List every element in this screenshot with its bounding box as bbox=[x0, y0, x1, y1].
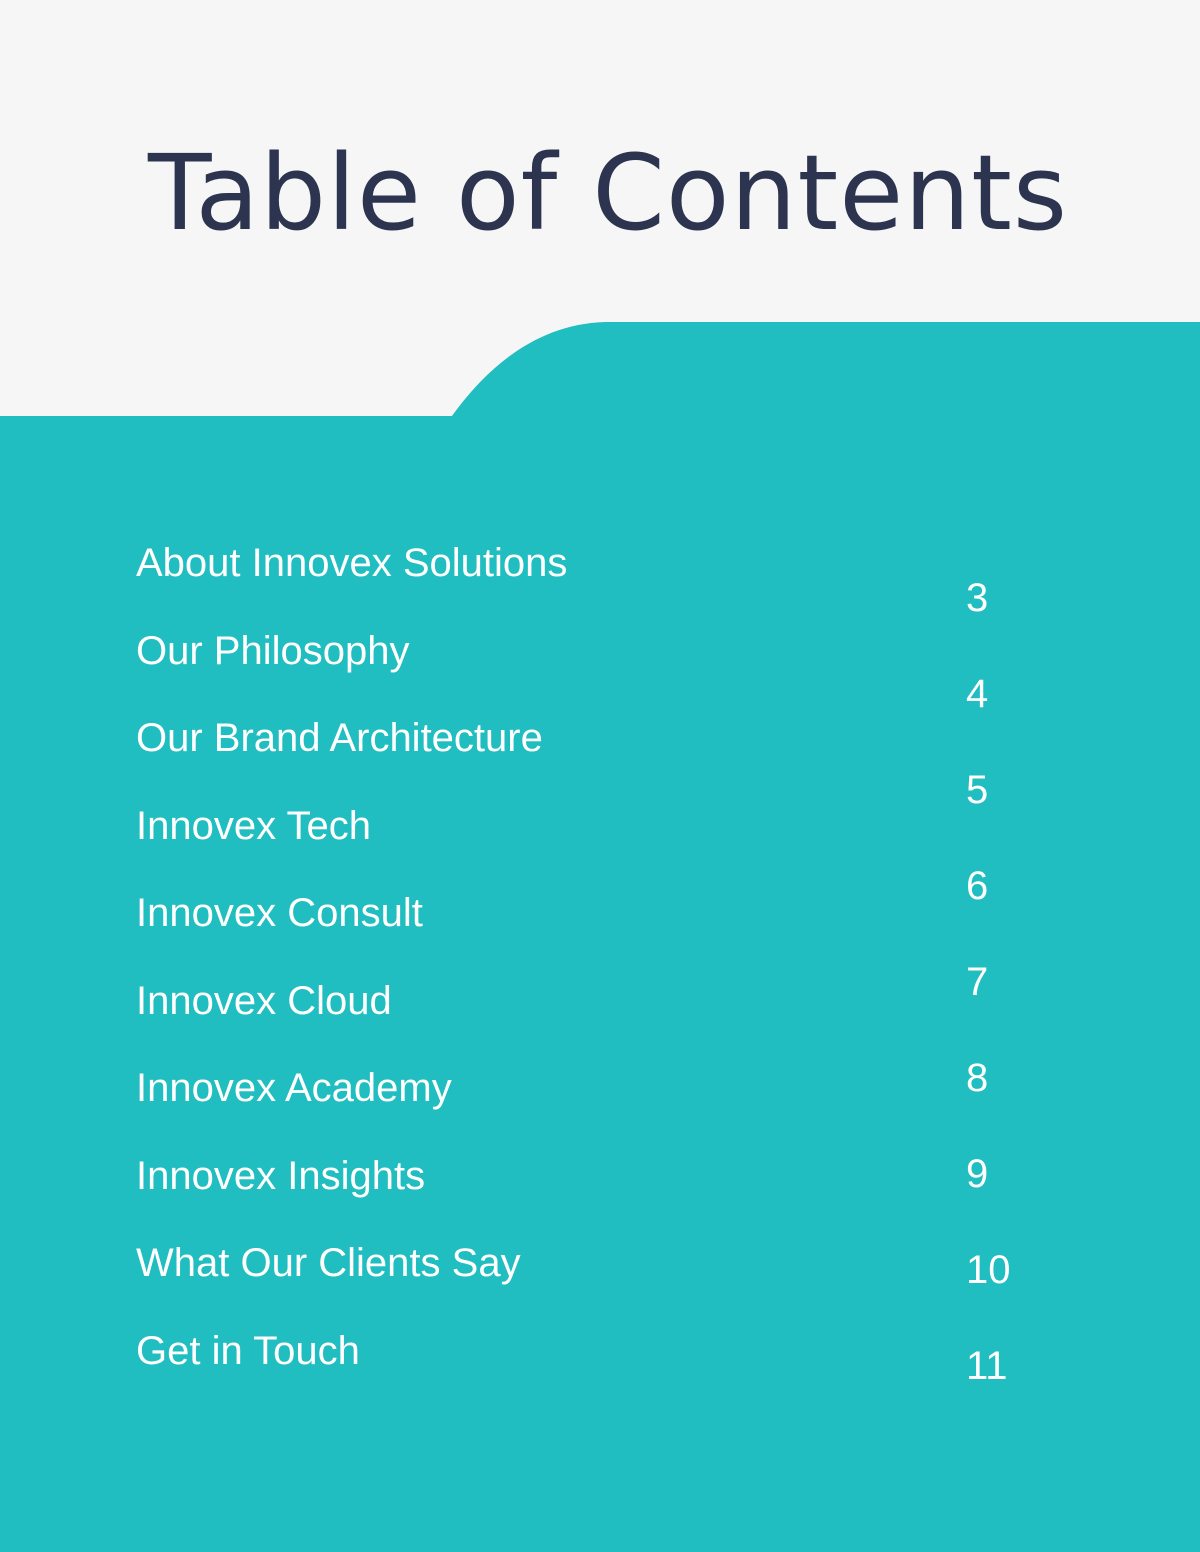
toc-page-number: 5 bbox=[966, 768, 989, 812]
toc-page-number: 10 bbox=[966, 1248, 1011, 1292]
toc-entry-our-philosophy[interactable]: Our Philosophy bbox=[136, 628, 410, 673]
toc-entry-get-in-touch[interactable]: Get in Touch bbox=[136, 1328, 360, 1373]
toc-entry-innovex-cloud[interactable]: Innovex Cloud bbox=[136, 978, 392, 1023]
toc-page-number: 3 bbox=[966, 576, 989, 620]
toc-entry-our-brand-architecture[interactable]: Our Brand Architecture bbox=[136, 716, 543, 760]
toc-page-number: 9 bbox=[966, 1152, 989, 1196]
toc-entry-innovex-consult[interactable]: Innovex Consult bbox=[136, 891, 423, 935]
toc-page-number: 6 bbox=[966, 864, 989, 908]
toc-entry-innovex-tech[interactable]: Innovex Tech bbox=[136, 803, 371, 848]
toc-page-numbers bbox=[966, 573, 1086, 1437]
toc-entry-what-our-clients-say[interactable]: What Our Clients Say bbox=[136, 1241, 521, 1285]
page-title: Table of Contents bbox=[148, 132, 1069, 254]
toc-entry-innovex-insights[interactable]: Innovex Insights bbox=[136, 1153, 426, 1198]
toc-entry-innovex-academy[interactable]: Innovex Academy bbox=[136, 1066, 452, 1110]
toc-page-number: 11 bbox=[966, 1344, 1008, 1388]
toc-page-number: 4 bbox=[966, 672, 989, 716]
toc-page-number: 8 bbox=[966, 1056, 989, 1100]
toc-entry-about-innovex-solutions[interactable]: About Innovex Solutions bbox=[136, 541, 568, 585]
toc-titles bbox=[136, 536, 836, 1411]
toc-page-number: 7 bbox=[966, 960, 989, 1004]
